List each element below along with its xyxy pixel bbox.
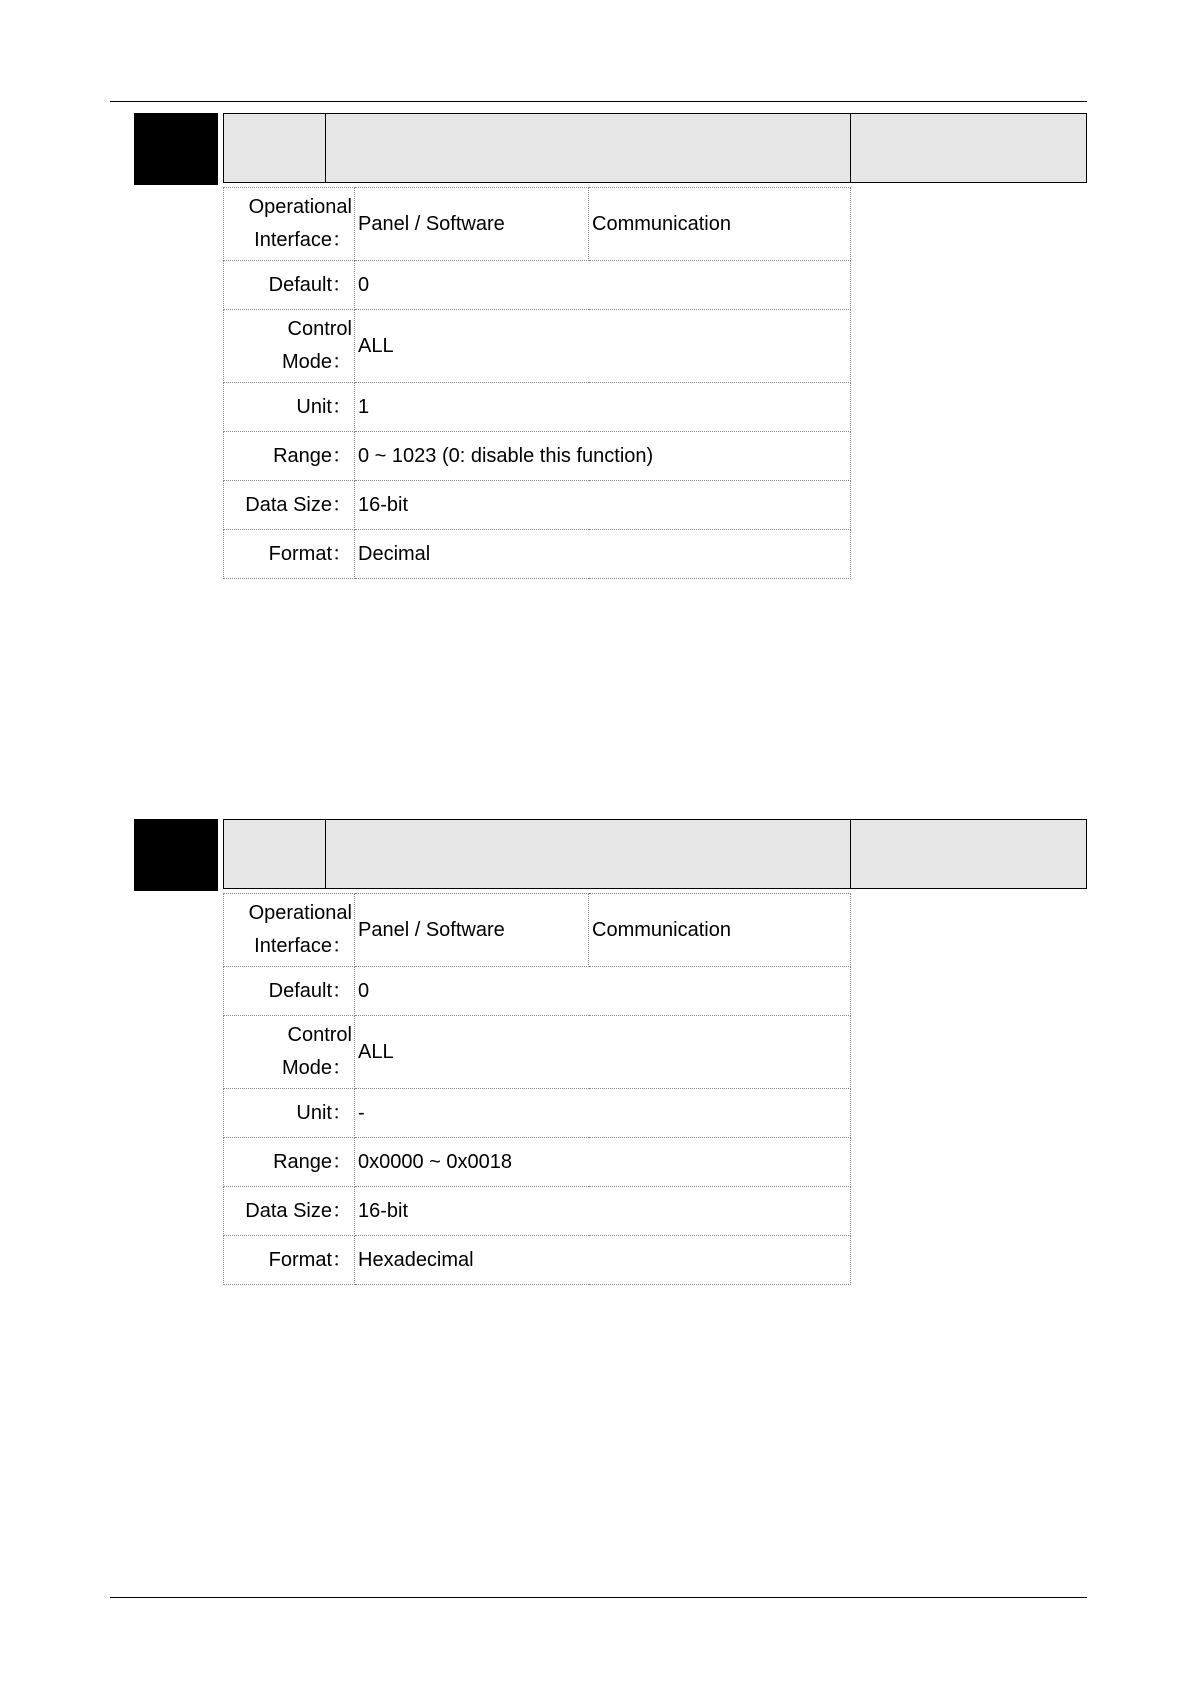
operational-interface-row (224, 188, 851, 261)
format-value: Decimal (355, 530, 851, 579)
format-value: Hexadecimal (355, 1236, 851, 1285)
parameter-address-cell (851, 820, 1086, 888)
parameter-header-row (223, 819, 1087, 889)
control-mode-row (224, 1016, 851, 1089)
parameter-code-cell (224, 114, 326, 182)
unit-row (224, 383, 851, 432)
format-row (224, 1236, 851, 1285)
default-value: 0 (355, 967, 851, 1016)
default-row (224, 261, 851, 310)
footer-rule (110, 1597, 1087, 1598)
operational-interface-row (224, 894, 851, 967)
data-size-label: Data Size： (224, 1187, 355, 1236)
parameter-name-cell (326, 820, 851, 888)
unit-value: - (355, 1089, 851, 1138)
parameter-tab-marker (134, 113, 218, 185)
parameter-header-row (223, 113, 1087, 183)
parameter-tab-marker (134, 819, 218, 891)
parameter-address-cell (851, 114, 1086, 182)
unit-value: 1 (355, 383, 851, 432)
format-row (224, 530, 851, 579)
default-label: Default： (224, 967, 355, 1016)
range-row (224, 1138, 851, 1187)
data-size-row (224, 1187, 851, 1236)
control-mode-value: ALL (355, 1016, 851, 1089)
range-label: Range： (224, 1138, 355, 1187)
default-value: 0 (355, 261, 851, 310)
unit-row (224, 1089, 851, 1138)
range-row (224, 432, 851, 481)
parameter-attributes-table (223, 187, 851, 579)
range-value: 0x0000 ~ 0x0018 (355, 1138, 851, 1187)
parameter-code-cell (224, 820, 326, 888)
parameter-attributes-table (223, 893, 851, 1285)
unit-label: Unit： (224, 1089, 355, 1138)
control-mode-row (224, 310, 851, 383)
control-mode-value: ALL (355, 310, 851, 383)
interface-panel-value: Panel / Software (355, 894, 589, 967)
data-size-value: 16-bit (355, 1187, 851, 1236)
range-label: Range： (224, 432, 355, 481)
format-label: Format： (224, 530, 355, 579)
parameter-name-cell (326, 114, 851, 182)
range-value: 0 ~ 1023 (0: disable this function) (355, 432, 851, 481)
default-label: Default： (224, 261, 355, 310)
unit-label: Unit： (224, 383, 355, 432)
default-row (224, 967, 851, 1016)
control-mode-label: Control Mode： (224, 1016, 355, 1089)
data-size-row (224, 481, 851, 530)
format-label: Format： (224, 1236, 355, 1285)
control-mode-label: Control Mode： (224, 310, 355, 383)
interface-communication-value: Communication (589, 188, 851, 261)
data-size-value: 16-bit (355, 481, 851, 530)
interface-panel-value: Panel / Software (355, 188, 589, 261)
operational-interface-label: Operational Interface： (224, 188, 355, 261)
operational-interface-label: Operational Interface： (224, 894, 355, 967)
data-size-label: Data Size： (224, 481, 355, 530)
interface-communication-value: Communication (589, 894, 851, 967)
header-rule (110, 101, 1087, 102)
